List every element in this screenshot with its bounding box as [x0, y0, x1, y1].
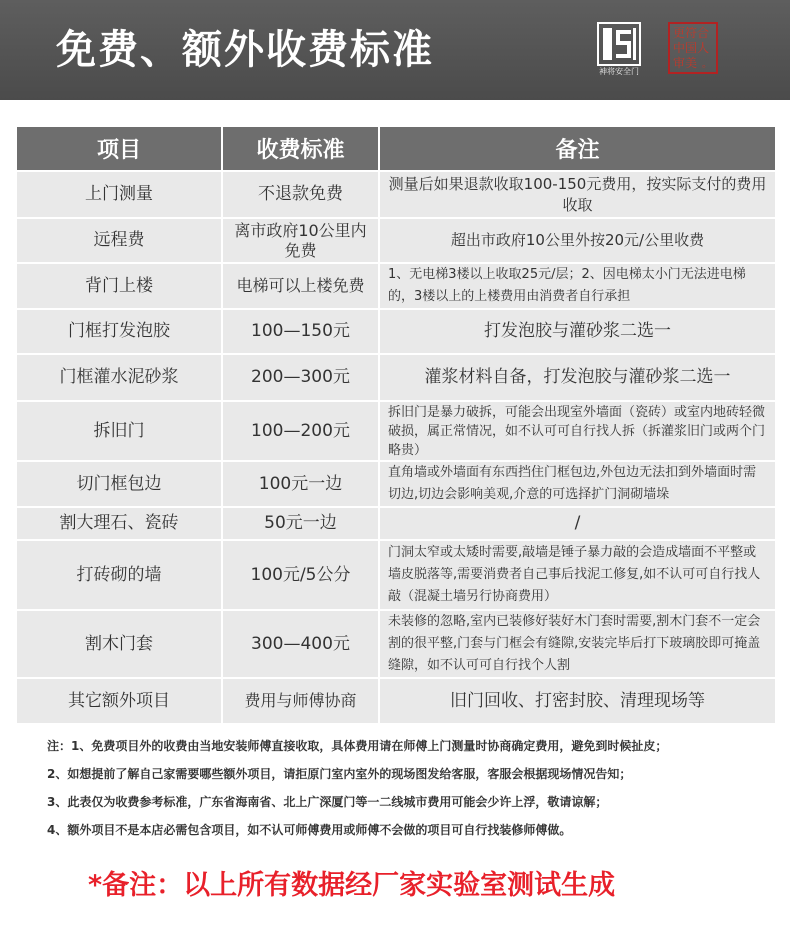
cell-item: 上门测量 [17, 172, 223, 219]
remark: *备注：以上所有数据经厂家实验室测试生成 [88, 870, 616, 901]
cell-standard: 离市政府10公里内免费 [223, 219, 380, 264]
table-row [17, 264, 775, 310]
header-banner [0, 0, 790, 100]
cell-standard: 100—150元 [223, 310, 380, 355]
page-title: 免费、额外收费标准 [56, 27, 434, 73]
cell-item: 门框灌水泥砂浆 [17, 355, 223, 402]
cell-item: 其它额外项目 [17, 679, 223, 725]
cell-standard: 50元一边 [223, 508, 380, 541]
cell-item: 打砖砌的墙 [17, 541, 223, 611]
table-row [17, 611, 775, 679]
table-row [17, 219, 775, 264]
table-row [17, 462, 775, 508]
cell-item: 门框打发泡胶 [17, 310, 223, 355]
cell-note: 测量后如果退款收取100-150元费用，按实际支付的费用收取 [380, 172, 775, 219]
slogan-seal [668, 22, 718, 74]
cell-note: 灌浆材料自备，打发泡胶与灌砂浆二选一 [380, 355, 775, 402]
cell-standard: 100—200元 [223, 402, 380, 462]
cell-note: 直角墙或外墙面有东西挡住门框包边,外包边无法扣到外墙面时需切边,切边会影响美观,介意的可选择扩门洞砌墙垛 [380, 462, 775, 508]
seal-line: 中国人 [673, 41, 710, 55]
column-header-item: 项目 [17, 127, 223, 172]
cell-note: 旧门回收、打密封胶、清理现场等 [380, 679, 775, 725]
cell-item: 远程费 [17, 219, 223, 264]
brand-logo-icon [597, 22, 641, 66]
cell-standard: 不退款免费 [223, 172, 380, 219]
footnote: 3、此表仅为收费参考标准，广东省海南省、北上广深厦门等一二线城市费用可能会少许上浮，敬请谅解； [47, 795, 608, 809]
cell-note: 超出市政府10公里外按20元/公里收费 [380, 219, 775, 264]
table-row [17, 508, 775, 541]
seal-line: 审美 [673, 56, 698, 70]
cell-item: 背门上楼 [17, 264, 223, 310]
table-row [17, 402, 775, 462]
cell-item: 割木门套 [17, 611, 223, 679]
table-row [17, 172, 775, 219]
column-header-note: 备注 [380, 127, 775, 172]
cell-standard: 100元/5公分 [223, 541, 380, 611]
footnote: 2、如想提前了解自己家需要哪些额外项目，请拒原门室内室外的现场图发给客服，客服会根据现场情况告知； [47, 767, 632, 781]
seal-line: 更符合 [673, 26, 710, 40]
cell-item: 割大理石、瓷砖 [17, 508, 223, 541]
footnote: 4、额外项目不是本店必需包含项目，如不认可师傅费用或师傅不会做的项目可自行找装修师傅做。 [47, 823, 572, 837]
cell-note: 拆旧门是暴力破拆，可能会出现室外墙面（瓷砖）或室内地砖轻微破损，属正常情况，如不认可可自行找人拆（拆灌浆旧门或两个门略贵） [380, 402, 775, 462]
cell-note: 打发泡胶与灌砂浆二选一 [380, 310, 775, 355]
footnotes [47, 736, 777, 848]
cell-note: / [380, 508, 775, 541]
cell-item: 切门框包边 [17, 462, 223, 508]
table-row [17, 310, 775, 355]
cell-item: 拆旧门 [17, 402, 223, 462]
cell-standard: 200—300元 [223, 355, 380, 402]
cell-note: 1、无电梯3楼以上收取25元/层；2、因电梯太小门无法进电梯的，3楼以上的上楼费用由消费者自行承担 [380, 264, 775, 310]
cell-standard: 费用与师傅协商 [223, 679, 380, 725]
cell-standard: 300—400元 [223, 611, 380, 679]
table-row [17, 679, 775, 725]
footnote: 注：1、免费项目外的收费由当地安装师傅直接收取，具体费用请在师傅上门测量时协商确定费用，避免到时候扯皮； [47, 739, 668, 753]
table-row [17, 355, 775, 402]
cell-note: 门洞太窄或太矮时需要,敲墙是锤子暴力敲的会造成墙面不平整或墙皮脱落等,需要消费者自己事后找泥工修复,如不认可可自行找人敲（混凝土墙另行协商费用） [380, 541, 775, 611]
cell-standard: 电梯可以上楼免费 [223, 264, 380, 310]
table-row [17, 541, 775, 611]
logo-caption: 神将安全门 [599, 67, 639, 76]
cell-note: 未装修的忽略,室内已装修好装好木门套时需要,割木门套不一定会割的很平整,门套与门框会有缝隙,安装完毕后打下玻璃胶即可掩盖缝隙，如不认可可自行找个人割 [380, 611, 775, 679]
table-header-row [17, 127, 775, 172]
column-header-standard: 收费标准 [223, 127, 380, 172]
seal-dot: 。 [702, 59, 712, 70]
fee-table [17, 127, 775, 725]
cell-standard: 100元一边 [223, 462, 380, 508]
